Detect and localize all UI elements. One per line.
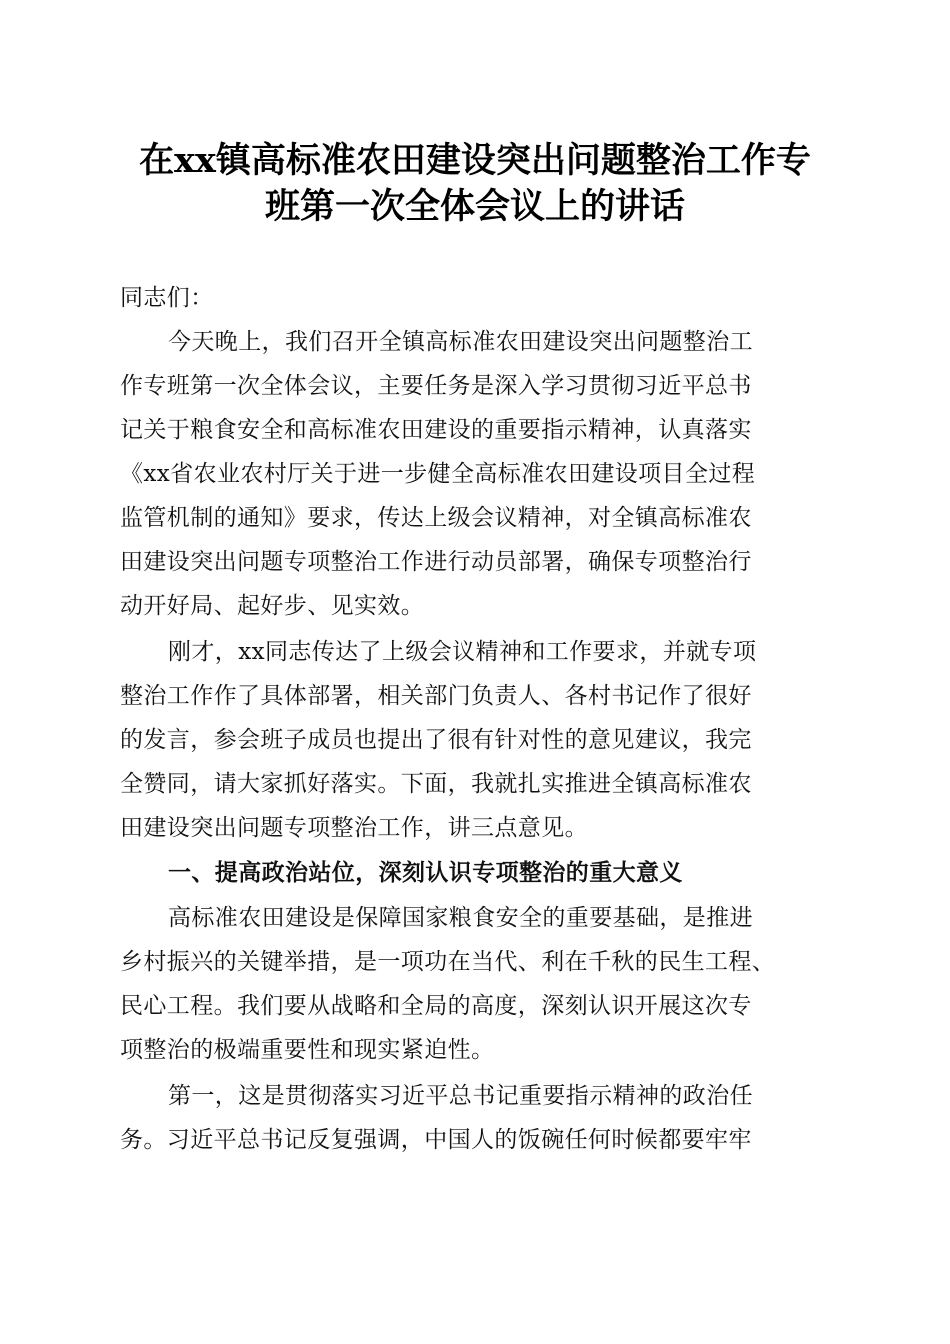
paragraph-2-line-4: 全赞同，请大家抓好落实。下面，我就扎实推进全镇高标准农 <box>120 771 752 797</box>
paragraph-1-line-3: 记关于粮食安全和高标准农田建设的重要指示精神，认真落实 <box>120 417 752 443</box>
paragraph-3-line-2: 乡村振兴的关键举措，是一项功在当代、利在千秋的民生工程、 <box>120 949 776 975</box>
paragraph-1-line-7: 动开好局、起好步、见实效。 <box>120 593 425 619</box>
document-title-line-1: 在xx镇高标准农田建设突出问题整治工作专 <box>139 140 811 181</box>
document-title-line-2: 班第一次全体会议上的讲话 <box>264 186 685 227</box>
paragraph-3-line-3: 民心工程。我们要从战略和全局的高度，深刻认识开展这次专 <box>120 993 752 1019</box>
paragraph-3-line-4: 项整治的极端重要性和现实紧迫性。 <box>120 1037 495 1063</box>
paragraph-2-line-5: 田建设突出问题专项整治工作，讲三点意见。 <box>120 815 588 841</box>
paragraph-2-line-2: 整治工作作了具体部署，相关部门负责人、各村书记作了很好 <box>120 683 752 709</box>
paragraph-1-line-6: 田建设突出问题专项整治工作进行动员部署，确保专项整治行 <box>120 549 752 575</box>
paragraph-4-line-1: 第一，这是贯彻落实习近平总书记重要指示精神的政治任 <box>168 1083 753 1109</box>
paragraph-1-line-5: 监管机制的通知》要求，传达上级会议精神，对全镇高标准农 <box>120 505 752 531</box>
paragraph-1-line-4: 《xx省农业农村厅关于进一步健全高标准农田建设项目全过程 <box>120 461 756 487</box>
paragraph-3-line-1: 高标准农田建设是保障国家粮食安全的重要基础，是推进 <box>168 905 753 931</box>
paragraph-4-line-2: 务。习近平总书记反复强调，中国人的饭碗任何时候都要牢牢 <box>120 1127 752 1153</box>
paragraph-1-line-2: 作专班第一次全体会议，主要任务是深入学习贯彻习近平总书 <box>120 373 752 399</box>
paragraph-2-line-1: 刚才，xx同志传达了上级会议精神和工作要求，并就专项 <box>168 639 757 665</box>
section-heading-1: 一、提高政治站位，深刻认识专项整治的重大意义 <box>168 860 683 886</box>
paragraph-1-line-1: 今天晚上，我们召开全镇高标准农田建设突出问题整治工 <box>168 329 753 355</box>
salutation: 同志们： <box>120 285 214 311</box>
paragraph-2-line-3: 的发言，参会班子成员也提出了很有针对性的意见建议，我完 <box>120 727 752 753</box>
